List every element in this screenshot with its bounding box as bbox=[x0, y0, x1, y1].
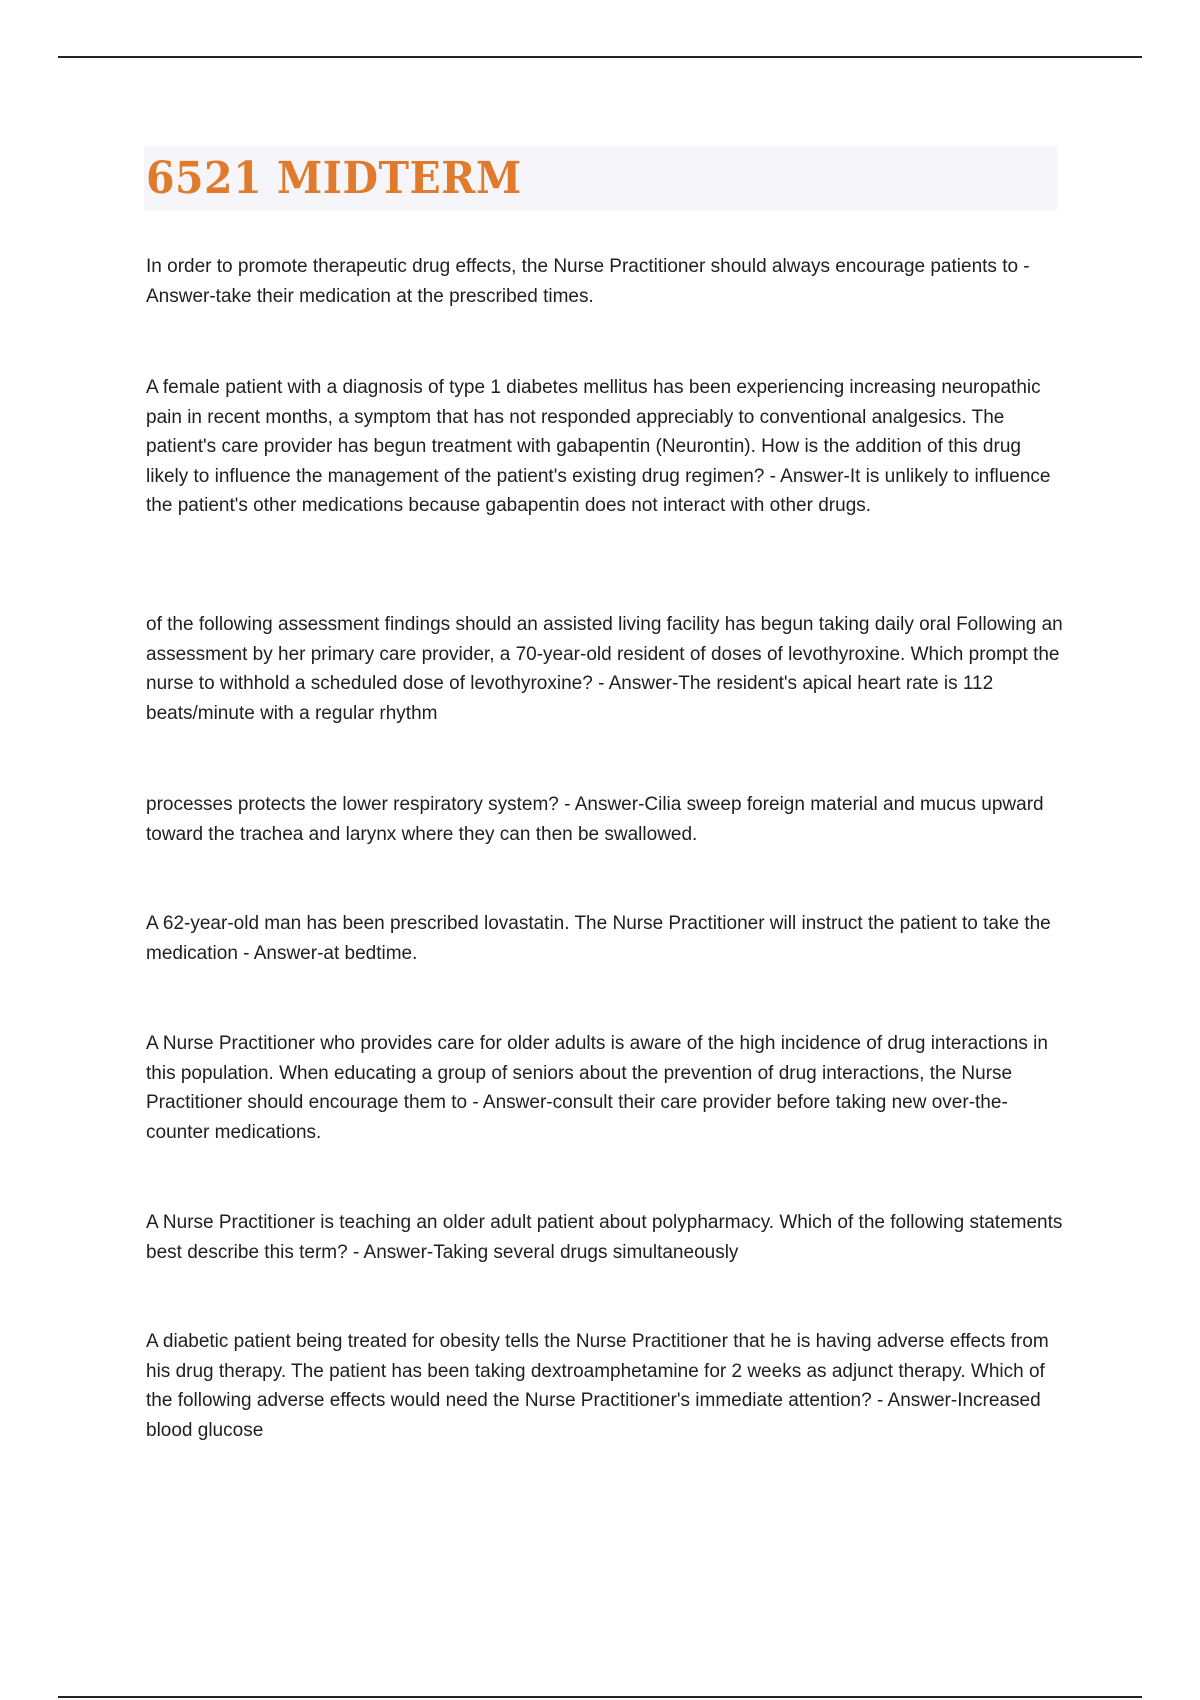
qa-item-2: A female patient with a diagnosis of type 1 diabetes mellitus has been experiencing increasing neuropathic pain in recent months, a symptom that has not responded appreciably to conventional analgesics. The patient's care provider has begun treatment with gabapentin (Neurontin). How is the addition of this drug likely to influence the management of the patient's existing drug regimen? - Answer-It is unlikely to influence the patient's other medications because gabapentin does not interact with other drugs. bbox=[146, 377, 1051, 516]
qa-item-6: A Nurse Practitioner who provides care for older adults is aware of the high incidence of drug interactions in this population. When educating a group of seniors about the prevention of drug interactions, the Nurse Practitioner should encourage them to - Answer-consult their care provider before taking new over-the-counter medications. bbox=[146, 1033, 1048, 1143]
qa-item-1: In order to promote therapeutic drug effects, the Nurse Practitioner should always encourage patients to - Answer-take their medication at the prescribed times. bbox=[146, 256, 1030, 307]
qa-item-4: processes protects the lower respiratory system? - Answer-Cilia sweep foreign material and mucus upward toward the trachea and larynx where they can then be swallowed. bbox=[146, 794, 1044, 845]
qa-item-5: A 62-year-old man has been prescribed lovastatin. The Nurse Practitioner will instruct the patient to take the medication - Answer-at bedtime. bbox=[146, 913, 1051, 964]
qa-item-7: A Nurse Practitioner is teaching an older adult patient about polypharmacy. Which of the following statements best describe this term? - Answer-Taking several drugs simultaneously bbox=[146, 1212, 1063, 1263]
qa-item-8: A diabetic patient being treated for obesity tells the Nurse Practitioner that he is having adverse effects from his drug therapy. The patient has been taking dextroamphetamine for 2 weeks as adjunct therapy. Which of the following adverse effects would need the Nurse Practitioner's immediate attention? - Answer-Increased blood glucose bbox=[146, 1331, 1049, 1441]
page-title: 6521 MIDTERM bbox=[146, 152, 522, 204]
top-rule bbox=[58, 56, 1142, 58]
title-band bbox=[144, 146, 1058, 210]
bottom-rule bbox=[58, 1696, 1142, 1698]
qa-item-3: of the following assessment findings should an assisted living facility has begun taking daily oral Following an assessment by her primary care provider, a 70-year-old resident of doses of levothyroxine. Which prompt the nurse to withhold a scheduled dose of levothyroxine? - Answer-The resident's apical heart rate is 112 beats/minute with a regular rhythm bbox=[146, 614, 1063, 724]
